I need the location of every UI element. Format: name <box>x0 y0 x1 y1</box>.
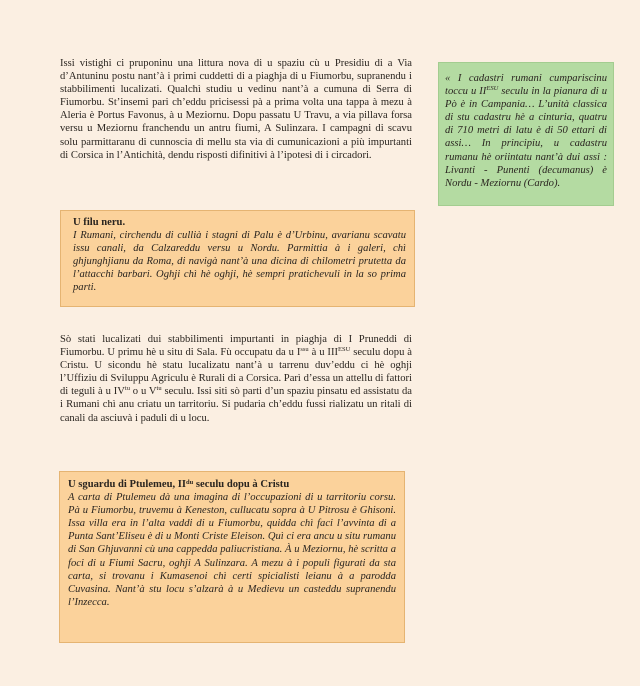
ptulemeu-box <box>59 471 405 643</box>
intro-paragraph: Issi vistighi ci pruponinu una littura nova di u spaziu cù u Presidiu di a Via d’Antuninu postu nant’à i primi cuddetti di a piaghja di u Fiumorbu, supranendu i stabbilimenti lucalizati. Qualchì studiu u vedinu nant’à a cumuna di Serra di Fiumorbu. St’insemi pari ch’eddu pricisessi pà a prima volta una tappa à mezu à Aleria è Portus Favonus, à u Meziornu. Dopu passatu U Travu, a via pillava forsa versu u Meziornu franchendu un antru fiumi, A Sulinzara. I campagni di scavu solu parmittaranu di cunnoscia di mellu sta via di cumunicazioni a più impurtanti di Corsica in l’Antichità, dendu risposti difinitivi à l’ipotesi di i circadori. <box>60 58 412 161</box>
settlements-text-4: o u <box>129 386 149 398</box>
sidebar-quote <box>438 62 614 206</box>
settlements-text-5: seculu. Issi siti sò parti d’un spaziu pinsatu ed assistatu da i Rumani chì anu criatu un tarritoriu. Si pudaria ch’eddu fussi rializatu un ritali di canali da asciuvà i paduli di u locu. <box>60 386 412 424</box>
century-5-numeral: V <box>148 386 157 398</box>
settlements-paragraph <box>60 333 412 425</box>
quote-century-suffix: ESU <box>486 85 499 93</box>
century-3-suffix: ESU <box>338 346 351 354</box>
filu-neru-title: U filu neru. <box>73 217 126 228</box>
settlements-text-3: seculu dopu à Cristu. U sicondu hè statu lucalizatu nant’à u tarrenu duv’eddu ci hè oghji l’Uffiziu di Sviluppu Agriculu è Rurali di a Corsica. Parì d’essa un attellu di fattori di teguli à u <box>60 347 412 398</box>
quote-text-end: seculu in la pianura di u Pò è in Campania… L’unità classica di stu cadastru hè a cinturia, quatru di 710 metri di latu è di 50 ettari di assi… In principiu, u cadastru rumanu hè oriintatu nant’à dui assi : Livanti - Punenti (decumanus) è Nordu - Meziornu (Cardo). <box>445 86 607 189</box>
ptulemeu-body: A carta di Ptulemeu dà una imagina di l’occupazioni di u tarritoriu corsu. Pà u Fiumorbu, truvemu à Keneston, cullucatu sopra à U Pitrosu è Ghisoni. Issa villa era in l’alta vaddi di u Fiumorbu, quidda chì faci l’avvinta di a Punta Sant’Eliseu è di u Monti Criste Eleison. Quì ci era ancu u situ rumanu di San Ghjuvanni cù una cappedda paliucristiana. À u Meziornu, hè scritta a foci di u Fiumi Sacru, oghji A Sulinzara. A mezu à i populi figurati da sta carta, si trovanu i Kumasenoi chì certi spicialisti leianu à a parodda Cuvasina. Nant’à stu locu s’alzarà à u Medievu un casteddu supranendu l’Inzecca. <box>68 492 396 608</box>
century-4-suffix: tu <box>124 385 130 393</box>
quote-text-start: « I cadastri rumani cumpariscinu toccu u <box>445 73 607 98</box>
century-1-numeral: I <box>296 347 301 359</box>
settlements-text-1: Sò stati lucalizati dui stabbilimenti impurtanti in piaghja di I Pruneddi di Fiumorbu. U primu hè u situ di Sala. Fù occupatu da u <box>60 334 412 359</box>
filu-neru-body: I Rumani, circhendu di cullià i stagni di Palu è d’Urbinu, avarianu scavatu issu canali, da Calzareddu versu u Nordu. Parmittia à i galeri, chì ghjunghjianu da Roma, di navigà nant’à una dicina di chilometri prutetta da l’attacchi barbari. Oghji chì hè oghji, hè sempri pratichevuli in la so prima parti. <box>73 230 406 294</box>
century-5-suffix: tu <box>156 385 162 393</box>
quote-century-numeral: II <box>479 86 487 98</box>
filu-neru-box <box>60 210 415 307</box>
ptulemeu-century-numeral: II <box>177 479 187 490</box>
ptulemeu-title-end: seculu dopu à Cristu <box>193 479 290 490</box>
ptulemeu-title-start: U sguardu di Ptulemeu, <box>68 479 178 490</box>
century-1-suffix: ssu <box>300 346 309 354</box>
century-3-numeral: III <box>327 347 339 359</box>
century-4-numeral: IV <box>113 386 125 398</box>
settlements-text-2: à u <box>308 347 328 359</box>
ptulemeu-century-suffix: du <box>186 479 194 486</box>
ptulemeu-title <box>68 478 396 491</box>
